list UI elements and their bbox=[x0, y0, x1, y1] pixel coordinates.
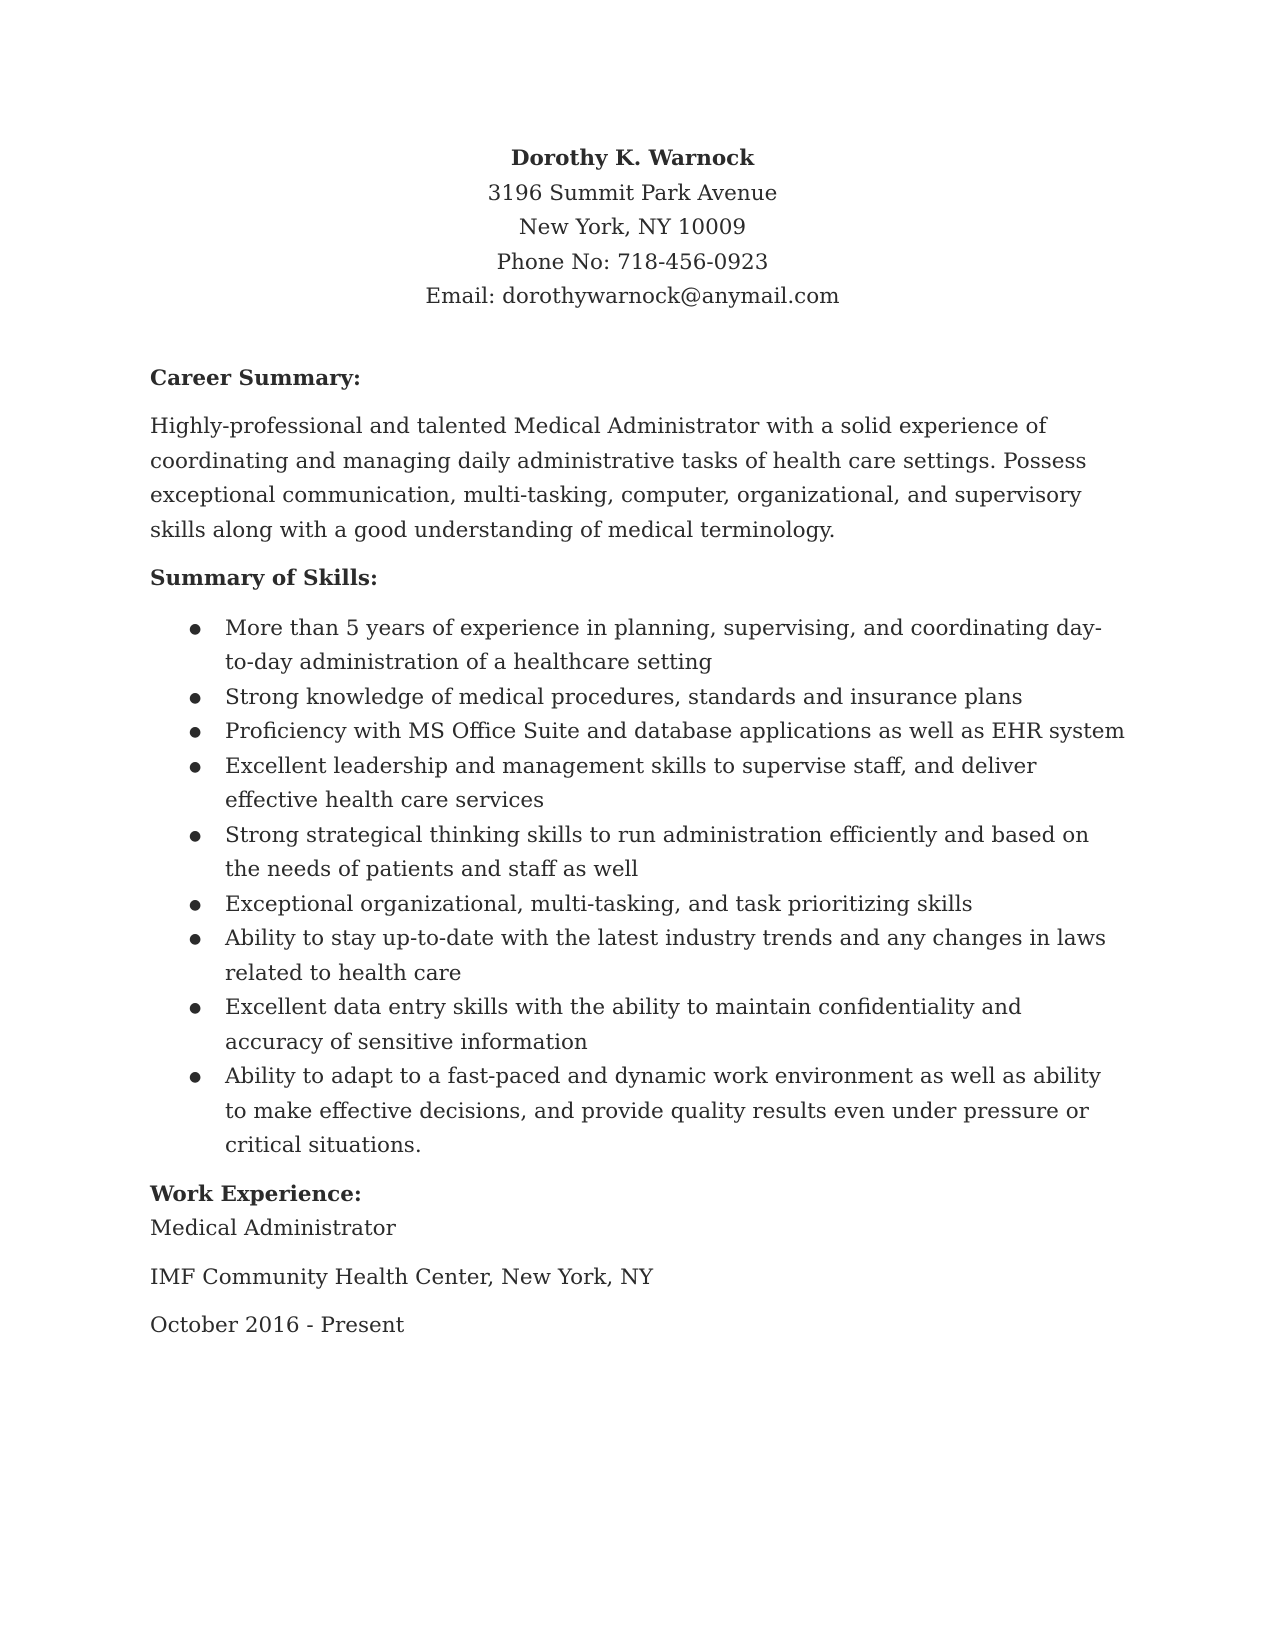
phone-number: Phone No: 718-456-0923 bbox=[496, 249, 769, 275]
skill-item bbox=[150, 922, 1125, 991]
resume-page bbox=[150, 142, 1125, 1344]
bullet-icon: ● bbox=[189, 1069, 202, 1085]
address-line-2: New York, NY 10009 bbox=[518, 215, 747, 240]
bullet-icon: ● bbox=[189, 931, 202, 947]
skill-text: More than 5 years of experience in planning, supervising, and coordinating day-to-day administration of a healthcare setting bbox=[225, 615, 1102, 675]
employment-dates: October 2016 - Present bbox=[150, 1313, 405, 1338]
skill-item bbox=[150, 991, 1125, 1060]
bullet-icon: ● bbox=[189, 896, 202, 913]
career-summary-text: Highly-professional and talented Medical Administrator with a solid experience of coordinating and managing daily administrative tasks of health care settings. Possess exceptional communication, multi-tasking, computer, organizational, and supervisory skills along with a good understanding of medical terminology. bbox=[150, 414, 1087, 543]
work-experience-heading: Work Experience: bbox=[150, 1181, 362, 1207]
skills-list bbox=[150, 612, 1125, 1164]
skill-text: Exceptional organizational, multi-tasking, and task prioritizing skills bbox=[225, 891, 973, 917]
skill-item bbox=[150, 819, 1125, 888]
skill-item bbox=[150, 715, 1125, 750]
skill-item bbox=[150, 750, 1125, 819]
skills-heading: Summary of Skills: bbox=[150, 566, 378, 591]
job-title: Medical Administrator bbox=[150, 1216, 396, 1241]
bullet-icon: ● bbox=[189, 758, 202, 775]
skill-item bbox=[150, 1060, 1125, 1164]
bullet-icon: ● bbox=[189, 827, 202, 844]
skill-text: Strong strategical thinking skills to run administration efficiently and based on the needs of patients and staff as well bbox=[225, 822, 1090, 882]
bullet-icon: ● bbox=[189, 689, 202, 706]
email-address: Email: dorothywarnock@anymail.com bbox=[425, 284, 840, 309]
candidate-name: Dorothy K. Warnock bbox=[510, 146, 755, 171]
bullet-icon: ● bbox=[189, 724, 202, 740]
skill-item bbox=[150, 612, 1125, 681]
skill-item bbox=[150, 888, 1125, 923]
skill-text: Ability to stay up-to-date with the latest industry trends and any changes in laws related to health care bbox=[225, 926, 1107, 986]
career-summary-heading: Career Summary: bbox=[150, 365, 361, 391]
bullet-icon: ● bbox=[189, 620, 202, 637]
contact-header bbox=[140, 142, 1125, 315]
skill-text: Proficiency with MS Office Suite and database applications as well as EHR system bbox=[225, 719, 1125, 744]
skill-text: Excellent data entry skills with the ability to maintain confidentiality and accuracy of sensitive information bbox=[225, 995, 1022, 1055]
skill-text: Strong knowledge of medical procedures, standards and insurance plans bbox=[225, 684, 1023, 710]
skill-item bbox=[150, 681, 1125, 716]
bullet-icon: ● bbox=[189, 1000, 202, 1016]
address-line-1: 3196 Summit Park Avenue bbox=[487, 180, 778, 206]
employer: IMF Community Health Center, New York, NY bbox=[150, 1264, 654, 1290]
skill-text: Excellent leadership and management skills to supervise staff, and deliver effective health care services bbox=[225, 753, 1037, 813]
skill-text: Ability to adapt to a fast-paced and dynamic work environment as well as ability to make effective decisions, and provide quality results even under pressure or critical situations. bbox=[225, 1064, 1101, 1158]
